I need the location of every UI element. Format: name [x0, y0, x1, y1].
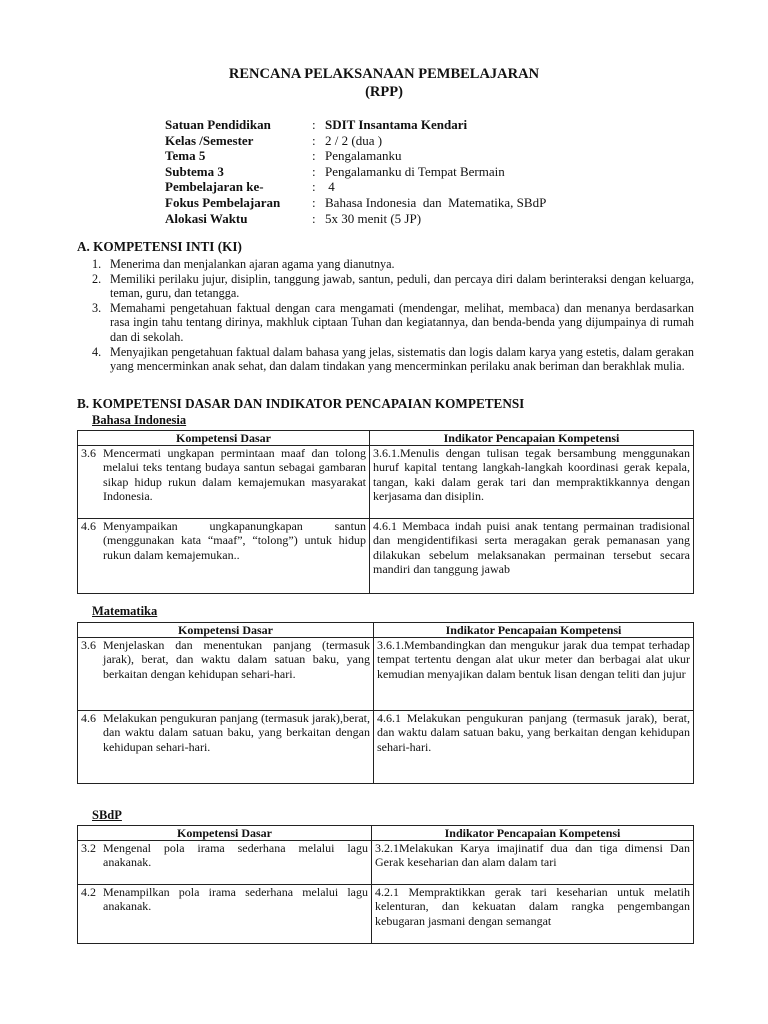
section-a-heading: A. KOMPETENSI INTI (KI) [77, 239, 242, 254]
table-row [78, 638, 694, 711]
meta-value: 4 [325, 179, 335, 195]
kd-text: Menjelaskan dan menentukan panjang (termasuk jarak), berat, dan waktu dalam satuan baku, yang berkaitan dengan kehidupan sehari-hari. [103, 638, 370, 681]
meta-value: Pengalamanku di Tempat Bermain [325, 163, 505, 179]
ki-item [92, 257, 694, 272]
ki-text: Memahami pengetahuan faktual dengan cara mengamati (mendengar, melihat, membaca) dan menanya berdasarkan rasa ingin tahu tentang dirinya, makhluk ciptaan Tuhan dan kegiatannya, dan benda-benda yang dijumpainya di rumah dan di sekolah. [110, 300, 694, 344]
meta-colon: : [312, 117, 316, 132]
indicator-text: 3.6.1.Menulis dengan tulisan tegak bersambung menggunakan huruf kapital tentang langkah-langkah koordinasi gerak kepala, tangan, kaki dalam gerak tari dan mempraktikkannya dengan kerjasama dan disiplin. [373, 446, 690, 504]
kd-cell [78, 446, 370, 519]
ki-item [92, 272, 694, 301]
kd-text: Mencermati ungkapan permintaan maaf dan tolong melalui teks tentang budaya santun sebagai gambaran sikap hidup rukun dalam kemajemukan masyarakat Indonesia. [103, 446, 366, 504]
indicator-cell [374, 711, 694, 784]
meta-row [165, 117, 546, 133]
meta-label: Alokasi Waktu [165, 210, 248, 226]
kd-cell [78, 519, 370, 594]
meta-value: Bahasa Indonesia dan Matematika, SBdP [325, 194, 547, 210]
ki-number: 2. [92, 271, 102, 286]
meta-colon: : [312, 132, 316, 148]
document-title: RENCANA PELAKSANAAN PEMBELAJARAN [228, 66, 540, 82]
indicator-text: 4.6.1 Membaca indah puisi anak tentang permainan tradisional dan mengidentifikasi serta meragakan gerak pemanasan yang dilakukan sebelum melaksanakan permainan tersebut secara mandiri dan tanggung jawab [373, 519, 690, 577]
identity-block [165, 117, 546, 226]
kd-cell [78, 841, 372, 885]
kd-number: 3.6 [81, 638, 96, 652]
table-row [78, 711, 694, 784]
kd-text: Melakukan pengukuran panjang (termasuk jarak),berat, dan waktu dalam satuan baku, yang berkaitan dengan kehidupan sehari-hari. [103, 711, 370, 754]
meta-row [165, 195, 546, 211]
indicator-cell [372, 841, 694, 885]
ki-text: Menerima dan menjalankan ajaran agama yang dianutnya. [110, 257, 395, 271]
kd-number: 4.2 [81, 885, 96, 899]
kd-number: 3.6 [81, 446, 96, 460]
kd-number: 4.6 [81, 711, 96, 725]
subject-heading-bahasa-indonesia: Bahasa Indonesia [92, 413, 187, 427]
meta-label: Tema 5 [165, 148, 206, 164]
table-row [78, 519, 694, 594]
competency-table-bahasa-indonesia [77, 430, 694, 594]
kd-cell [78, 638, 374, 711]
kd-number: 3.2 [81, 841, 96, 855]
meta-row [165, 133, 546, 149]
competency-table-sbdp [77, 825, 694, 944]
meta-colon: : [312, 194, 316, 210]
column-header-indicator: Indikator Pencapaian Kompetensi [372, 826, 694, 841]
subject-heading-sbdp: SBdP [92, 808, 122, 822]
meta-colon: : [312, 163, 316, 179]
column-header-indicator: Indikator Pencapaian Kompetensi [370, 431, 694, 446]
indicator-text: 4.6.1 Melakukan pengukuran panjang (termasuk jarak), berat, dan waktu dalam satuan baku, yang berkaitan dengan kehidupan sehari-hari. [377, 711, 690, 754]
meta-row [165, 148, 546, 164]
meta-value: 2 / 2 (dua ) [325, 132, 383, 148]
indicator-cell [370, 446, 694, 519]
indicator-cell [374, 638, 694, 711]
meta-label: Satuan Pendidikan [165, 117, 271, 132]
meta-label: Pembelajaran ke- [165, 179, 264, 195]
column-header-kd: Kompetensi Dasar [78, 826, 372, 841]
ki-item [92, 345, 694, 374]
meta-colon: : [312, 148, 316, 164]
section-b-heading: B. KOMPETENSI DASAR DAN INDIKATOR PENCAPAIAN KOMPETENSI [77, 396, 525, 411]
subject-heading-matematika: Matematika [92, 604, 158, 618]
kd-text: Menyampaikan ungkapanungkapan santun (menggunakan kata “maaf”, “tolong”) untuk hidup rukun dalam kemajemukan.. [103, 519, 366, 562]
ki-number: 4. [92, 344, 102, 359]
kd-text: Mengenal pola irama sederhana melalui lagu anakanak. [103, 841, 368, 870]
column-header-indicator: Indikator Pencapaian Kompetensi [374, 623, 694, 638]
table-header-row [78, 826, 694, 841]
ki-number: 3. [92, 300, 102, 315]
meta-label: Subtema 3 [165, 163, 224, 179]
meta-colon: : [312, 210, 316, 226]
indicator-cell [372, 885, 694, 944]
indicator-text: 3.6.1.Membandingkan dan mengukur jarak dua tempat terhadap tempat tertentu dengan alat ukur meter dan berbagai alat ukur kemudian menyajikan dalam bentuk lisan dengan teliti dan jujur [377, 638, 690, 681]
document-subtitle: (RPP) [365, 84, 403, 100]
meta-row [165, 179, 546, 195]
table-header-row [78, 623, 694, 638]
ki-text: Menyajikan pengetahuan faktual dalam bahasa yang jelas, sistematis dan logis dalam karya yang estetis, dalam gerakan yang mencerminkan anak sehat, dan dalam tindakan yang mencerminkan perilaku anak beriman dan berakhlak mulia. [110, 344, 694, 374]
table-header-row [78, 431, 694, 446]
ki-item [92, 301, 694, 345]
meta-value: SDIT Insantama Kendari [325, 117, 468, 132]
indicator-text: 4.2.1 Mempraktikkan gerak tari keseharian untuk melatih kelenturan, dan kekuatan dalam rangka pengembangan kebugaran jasmani dengan semangat [375, 885, 690, 928]
indicator-text: 3.2.1Melakukan Karya imajinatif dua dan tiga dimensi Dan Gerak keseharian dan alam dalam tari [375, 841, 690, 870]
table-row [78, 885, 694, 944]
table-row [78, 841, 694, 885]
meta-value: 5x 30 menit (5 JP) [325, 210, 422, 226]
kd-cell [78, 711, 374, 784]
kd-cell [78, 885, 372, 944]
indicator-cell [370, 519, 694, 594]
meta-row [165, 211, 546, 227]
kd-text: Menampilkan pola irama sederhana melalui lagu anakanak. [103, 885, 368, 914]
column-header-kd: Kompetensi Dasar [78, 623, 374, 638]
meta-label: Fokus Pembelajaran [165, 194, 281, 210]
meta-label: Kelas /Semester [165, 132, 254, 148]
meta-row [165, 164, 546, 180]
meta-colon: : [312, 179, 316, 195]
ki-list [92, 257, 694, 374]
competency-table-matematika [77, 622, 694, 784]
column-header-kd: Kompetensi Dasar [78, 431, 370, 446]
ki-text: Memiliki perilaku jujur, disiplin, tanggung jawab, santun, peduli, dan percaya diri dalam berinteraksi dengan keluarga, teman, guru, dan tetangga. [110, 271, 694, 301]
kd-number: 4.6 [81, 519, 96, 533]
table-row [78, 446, 694, 519]
meta-value: Pengalamanku [325, 148, 402, 164]
ki-number: 1. [92, 257, 102, 271]
